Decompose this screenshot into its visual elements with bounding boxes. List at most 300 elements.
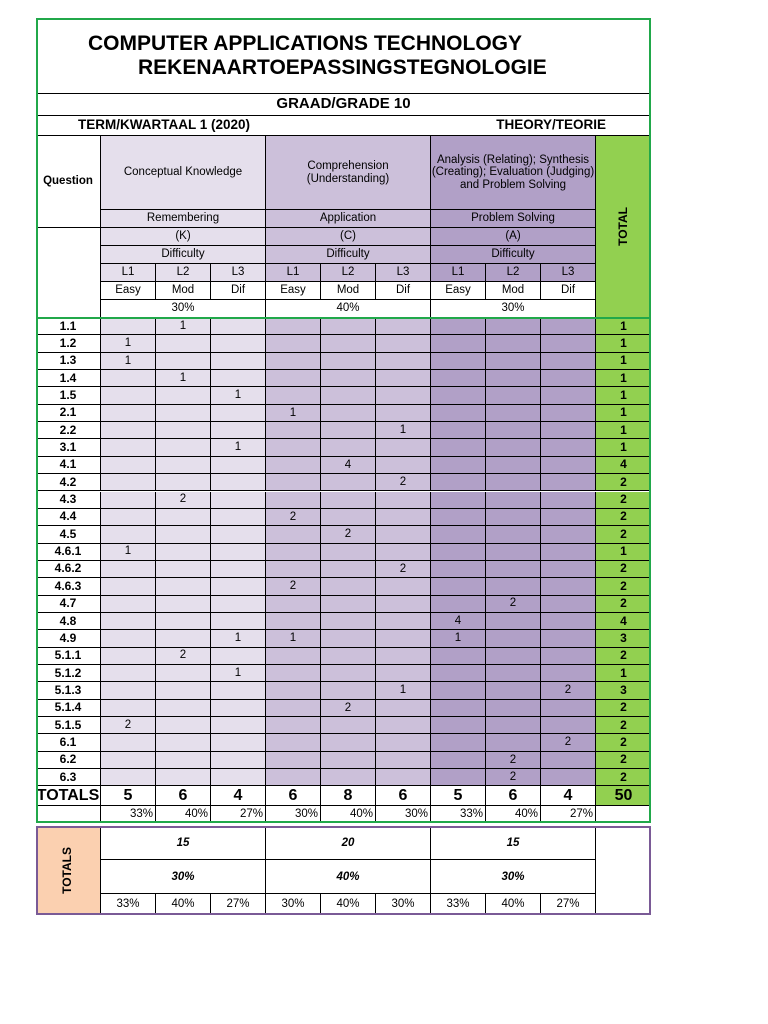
summary-column-percent: 33% [431, 894, 486, 915]
level-skill-1: Remembering [101, 210, 266, 228]
mark-cell [431, 335, 486, 352]
row-total: 2 [596, 578, 651, 595]
sub-difficulty: Mod [156, 282, 211, 300]
mark-cell [101, 474, 156, 491]
mark-cell [156, 526, 211, 543]
totals-label: TOTALS [36, 786, 101, 806]
mark-cell [541, 422, 596, 439]
mark-cell: 1 [211, 665, 266, 682]
term-label: TERM/KWARTAAL 1 (2020) [78, 117, 251, 133]
row-total: 1 [596, 422, 651, 439]
term-row [36, 116, 651, 136]
row-total: 1 [596, 665, 651, 682]
mark-cell [156, 544, 211, 561]
mark-cell [376, 526, 431, 543]
mark-cell [266, 752, 321, 769]
mark-cell [211, 509, 266, 526]
question-number: 4.7 [36, 596, 101, 613]
level-percent: 30% [431, 860, 596, 894]
mark-cell [101, 561, 156, 578]
sub-difficulty: Dif [376, 282, 431, 300]
mark-cell [486, 439, 541, 456]
mark-cell [211, 474, 266, 491]
mark-cell [376, 387, 431, 404]
level-skill-2: Application [266, 210, 431, 228]
mark-cell [211, 613, 266, 630]
mark-cell: 1 [266, 630, 321, 647]
mark-cell [376, 630, 431, 647]
mark-cell [266, 596, 321, 613]
mark-cell [211, 370, 266, 387]
mark-cell [211, 769, 266, 786]
question-number: 6.2 [36, 752, 101, 769]
mark-cell: 1 [431, 630, 486, 647]
analysis-grid [36, 18, 651, 915]
mark-cell [321, 474, 376, 491]
mark-cell: 2 [266, 578, 321, 595]
mark-cell [321, 752, 376, 769]
mark-cell [486, 335, 541, 352]
mark-cell [266, 370, 321, 387]
mark-cell [541, 630, 596, 647]
header-divider [36, 317, 651, 319]
mark-cell [376, 492, 431, 509]
mark-cell [101, 648, 156, 665]
mark-cell [321, 596, 376, 613]
question-number: 6.3 [36, 769, 101, 786]
mark-cell [156, 561, 211, 578]
title-block [36, 18, 651, 94]
level-weight-2: 40% [266, 300, 431, 318]
mark-cell [266, 561, 321, 578]
mark-cell [486, 492, 541, 509]
row-total: 1 [596, 439, 651, 456]
mark-cell [101, 769, 156, 786]
mark-cell [431, 370, 486, 387]
mark-cell [376, 439, 431, 456]
mark-cell [541, 648, 596, 665]
summary-column-percent: 40% [486, 894, 541, 915]
mark-cell [321, 734, 376, 751]
question-number: 3.1 [36, 439, 101, 456]
mark-cell [101, 439, 156, 456]
mark-cell [101, 526, 156, 543]
mark-cell [266, 474, 321, 491]
summary-column-percent: 40% [156, 894, 211, 915]
mark-cell [376, 544, 431, 561]
mark-cell [101, 613, 156, 630]
column-percent: 30% [266, 806, 321, 823]
mark-cell [541, 596, 596, 613]
mark-cell [376, 769, 431, 786]
level-difficulty-1: Difficulty [101, 246, 266, 264]
question-number: 1.3 [36, 353, 101, 370]
sub-level: L3 [376, 264, 431, 282]
mark-cell [486, 682, 541, 699]
mark-cell [376, 700, 431, 717]
mark-cell [266, 387, 321, 404]
level-code-1: (K) [101, 228, 266, 246]
summary-column-percent: 33% [101, 894, 156, 915]
mark-cell [321, 370, 376, 387]
mark-cell [486, 544, 541, 561]
mark-cell [376, 509, 431, 526]
mark-cell [266, 682, 321, 699]
mark-cell [431, 509, 486, 526]
mark-cell [486, 648, 541, 665]
level-code-3: (A) [431, 228, 596, 246]
sub-difficulty: Mod [321, 282, 376, 300]
question-number: 2.2 [36, 422, 101, 439]
sub-level: L2 [156, 264, 211, 282]
row-total: 4 [596, 613, 651, 630]
mark-cell: 1 [156, 318, 211, 335]
mark-cell: 2 [321, 526, 376, 543]
mark-cell [431, 752, 486, 769]
mark-cell [156, 682, 211, 699]
question-number: 5.1.1 [36, 648, 101, 665]
mark-cell [541, 769, 596, 786]
mark-cell [541, 700, 596, 717]
total-header [596, 136, 651, 318]
mark-cell [541, 457, 596, 474]
mark-cell [541, 526, 596, 543]
row-total: 1 [596, 335, 651, 352]
mark-cell [101, 370, 156, 387]
mark-cell [321, 544, 376, 561]
mark-cell [211, 492, 266, 509]
mark-cell [266, 526, 321, 543]
row-total: 2 [596, 734, 651, 751]
mark-cell [266, 769, 321, 786]
mark-cell [486, 578, 541, 595]
mark-cell [321, 665, 376, 682]
mark-cell [156, 578, 211, 595]
mark-cell [541, 752, 596, 769]
mark-cell [211, 318, 266, 335]
mark-cell [101, 734, 156, 751]
level-total: 20 [266, 826, 431, 860]
row-total: 2 [596, 474, 651, 491]
mark-cell: 2 [486, 752, 541, 769]
mark-cell [431, 561, 486, 578]
level-code-2: (C) [266, 228, 431, 246]
mark-cell [376, 405, 431, 422]
column-total: 4 [211, 786, 266, 806]
summary-column-percent: 40% [321, 894, 376, 915]
mark-cell: 4 [321, 457, 376, 474]
mark-cell [156, 353, 211, 370]
mark-cell [156, 717, 211, 734]
mark-cell: 1 [376, 682, 431, 699]
question-number: 5.1.5 [36, 717, 101, 734]
question-number: 4.4 [36, 509, 101, 526]
mark-cell [431, 648, 486, 665]
mark-cell [486, 630, 541, 647]
row-total: 1 [596, 318, 651, 335]
mark-cell [156, 509, 211, 526]
mark-cell [431, 682, 486, 699]
summary-column-percent: 30% [266, 894, 321, 915]
mark-cell [541, 353, 596, 370]
mark-cell [376, 578, 431, 595]
mark-cell: 2 [541, 682, 596, 699]
mark-cell [101, 700, 156, 717]
title-afrikaans: REKENAARTOEPASSINGSTEGNOLOGIE [138, 55, 547, 79]
mark-cell [431, 578, 486, 595]
row-total: 2 [596, 509, 651, 526]
mark-cell [101, 630, 156, 647]
mark-cell [266, 439, 321, 456]
mark-cell [376, 717, 431, 734]
column-total: 6 [266, 786, 321, 806]
question-number: 4.6.1 [36, 544, 101, 561]
mark-cell [266, 648, 321, 665]
row-total: 1 [596, 353, 651, 370]
mark-cell: 2 [486, 769, 541, 786]
mark-cell [486, 353, 541, 370]
mark-cell [156, 769, 211, 786]
mark-cell [431, 492, 486, 509]
sub-level: L1 [101, 264, 156, 282]
question-number: 2.1 [36, 405, 101, 422]
mark-cell: 2 [156, 492, 211, 509]
mark-cell [541, 439, 596, 456]
summary-column-percent: 27% [541, 894, 596, 915]
mark-cell [541, 561, 596, 578]
mark-cell [376, 457, 431, 474]
column-percent: 27% [541, 806, 596, 823]
mark-cell [266, 353, 321, 370]
mark-cell [541, 474, 596, 491]
mark-cell [211, 335, 266, 352]
mark-cell: 1 [101, 335, 156, 352]
row-total: 3 [596, 682, 651, 699]
level-weight-1: 30% [101, 300, 266, 318]
mark-cell [486, 422, 541, 439]
mark-cell [101, 752, 156, 769]
mark-cell [266, 318, 321, 335]
mark-cell [101, 665, 156, 682]
mark-cell [321, 405, 376, 422]
column-total: 5 [101, 786, 156, 806]
mark-cell [486, 370, 541, 387]
question-number: 4.5 [36, 526, 101, 543]
summary-column-percent: 27% [211, 894, 266, 915]
mark-cell [156, 387, 211, 404]
question-header: Question [36, 136, 101, 228]
column-total: 8 [321, 786, 376, 806]
mark-cell [266, 734, 321, 751]
mark-cell [541, 387, 596, 404]
mark-cell [101, 405, 156, 422]
mark-cell [541, 370, 596, 387]
row-total: 1 [596, 544, 651, 561]
mark-cell [321, 439, 376, 456]
mark-cell [321, 561, 376, 578]
sub-difficulty: Easy [266, 282, 321, 300]
mark-cell [156, 422, 211, 439]
mark-cell [486, 665, 541, 682]
total-header-label: TOTAL [615, 207, 630, 246]
mark-cell [101, 387, 156, 404]
column-percent: 40% [321, 806, 376, 823]
summary-column-percent: 30% [376, 894, 431, 915]
mark-cell [321, 717, 376, 734]
mark-cell [376, 318, 431, 335]
mark-cell [541, 405, 596, 422]
row-total: 2 [596, 561, 651, 578]
mark-cell [156, 457, 211, 474]
mark-cell [101, 682, 156, 699]
mark-cell [156, 734, 211, 751]
mark-cell [101, 509, 156, 526]
column-percent: 33% [101, 806, 156, 823]
question-number: 1.4 [36, 370, 101, 387]
title-english: COMPUTER APPLICATIONS TECHNOLOGY [88, 32, 523, 56]
mark-cell [431, 717, 486, 734]
sub-level: L1 [266, 264, 321, 282]
mark-cell [431, 769, 486, 786]
mark-cell [486, 717, 541, 734]
mark-cell [541, 335, 596, 352]
mark-cell [266, 422, 321, 439]
level-name-2: Comprehension (Understanding) [266, 136, 431, 210]
mark-cell [321, 648, 376, 665]
mark-cell [266, 492, 321, 509]
mark-cell [321, 613, 376, 630]
mark-cell [376, 665, 431, 682]
mark-cell [211, 682, 266, 699]
level-total: 15 [431, 826, 596, 860]
mark-cell [321, 353, 376, 370]
row-total: 2 [596, 700, 651, 717]
mark-cell [156, 474, 211, 491]
mark-cell: 1 [156, 370, 211, 387]
mark-cell [266, 544, 321, 561]
sub-level: L2 [486, 264, 541, 282]
summary-totals-text: TOTALS [60, 846, 75, 894]
mark-cell [431, 734, 486, 751]
question-number: 4.2 [36, 474, 101, 491]
mark-cell [211, 405, 266, 422]
mark-cell [211, 526, 266, 543]
mark-cell [376, 370, 431, 387]
mark-cell: 1 [376, 422, 431, 439]
mark-cell [211, 596, 266, 613]
mark-cell [376, 734, 431, 751]
mark-cell [431, 387, 486, 404]
mark-cell [376, 596, 431, 613]
row-total: 1 [596, 405, 651, 422]
mark-cell [376, 648, 431, 665]
column-total: 4 [541, 786, 596, 806]
mark-cell [431, 596, 486, 613]
sub-difficulty: Easy [431, 282, 486, 300]
column-percent: 40% [156, 806, 211, 823]
mark-cell [101, 492, 156, 509]
mark-cell [321, 682, 376, 699]
question-number: 4.9 [36, 630, 101, 647]
mark-cell [431, 439, 486, 456]
mark-cell [211, 734, 266, 751]
level-percent: 40% [266, 860, 431, 894]
mark-cell [211, 717, 266, 734]
mark-cell: 4 [431, 613, 486, 630]
question-number: 4.8 [36, 613, 101, 630]
mark-cell [486, 387, 541, 404]
level-skill-3: Problem Solving [431, 210, 596, 228]
mark-cell: 1 [101, 544, 156, 561]
mark-cell: 1 [101, 353, 156, 370]
mark-cell [156, 630, 211, 647]
row-total: 1 [596, 387, 651, 404]
mark-cell [486, 526, 541, 543]
mark-cell [431, 544, 486, 561]
mark-cell [156, 405, 211, 422]
mark-cell [321, 578, 376, 595]
mark-cell: 1 [266, 405, 321, 422]
mark-cell [211, 544, 266, 561]
question-number: 5.1.4 [36, 700, 101, 717]
column-total: 6 [376, 786, 431, 806]
summary-totals-label [36, 826, 101, 915]
mark-cell: 2 [486, 596, 541, 613]
level-weight-3: 30% [431, 300, 596, 318]
column-total: 5 [431, 786, 486, 806]
row-total: 1 [596, 370, 651, 387]
mark-cell [541, 613, 596, 630]
grade-label: GRAAD/GRADE 10 [36, 94, 651, 116]
summary-total-blank [596, 826, 651, 915]
mark-cell [431, 457, 486, 474]
mark-cell [486, 474, 541, 491]
mark-cell [266, 613, 321, 630]
mark-cell [486, 734, 541, 751]
mark-cell [376, 752, 431, 769]
sub-difficulty: Dif [211, 282, 266, 300]
mark-cell: 2 [541, 734, 596, 751]
mark-cell [211, 422, 266, 439]
row-total: 2 [596, 717, 651, 734]
mark-cell [486, 318, 541, 335]
mark-cell [541, 717, 596, 734]
mark-cell [431, 422, 486, 439]
row-total: 2 [596, 596, 651, 613]
mark-cell [211, 561, 266, 578]
mark-cell [266, 457, 321, 474]
mark-cell: 2 [156, 648, 211, 665]
mark-cell [156, 439, 211, 456]
row-total: 3 [596, 630, 651, 647]
percent-blank [36, 806, 101, 823]
mark-cell [266, 335, 321, 352]
mark-cell: 2 [321, 700, 376, 717]
sub-difficulty: Mod [486, 282, 541, 300]
question-number: 5.1.3 [36, 682, 101, 699]
mark-cell [211, 700, 266, 717]
mark-cell [101, 596, 156, 613]
column-percent: 30% [376, 806, 431, 823]
level-difficulty-2: Difficulty [266, 246, 431, 264]
mark-cell [266, 700, 321, 717]
mark-cell [266, 717, 321, 734]
question-header-blank [36, 228, 101, 318]
mark-cell: 2 [376, 561, 431, 578]
mark-cell [486, 405, 541, 422]
level-percent: 30% [101, 860, 266, 894]
sub-level: L1 [431, 264, 486, 282]
